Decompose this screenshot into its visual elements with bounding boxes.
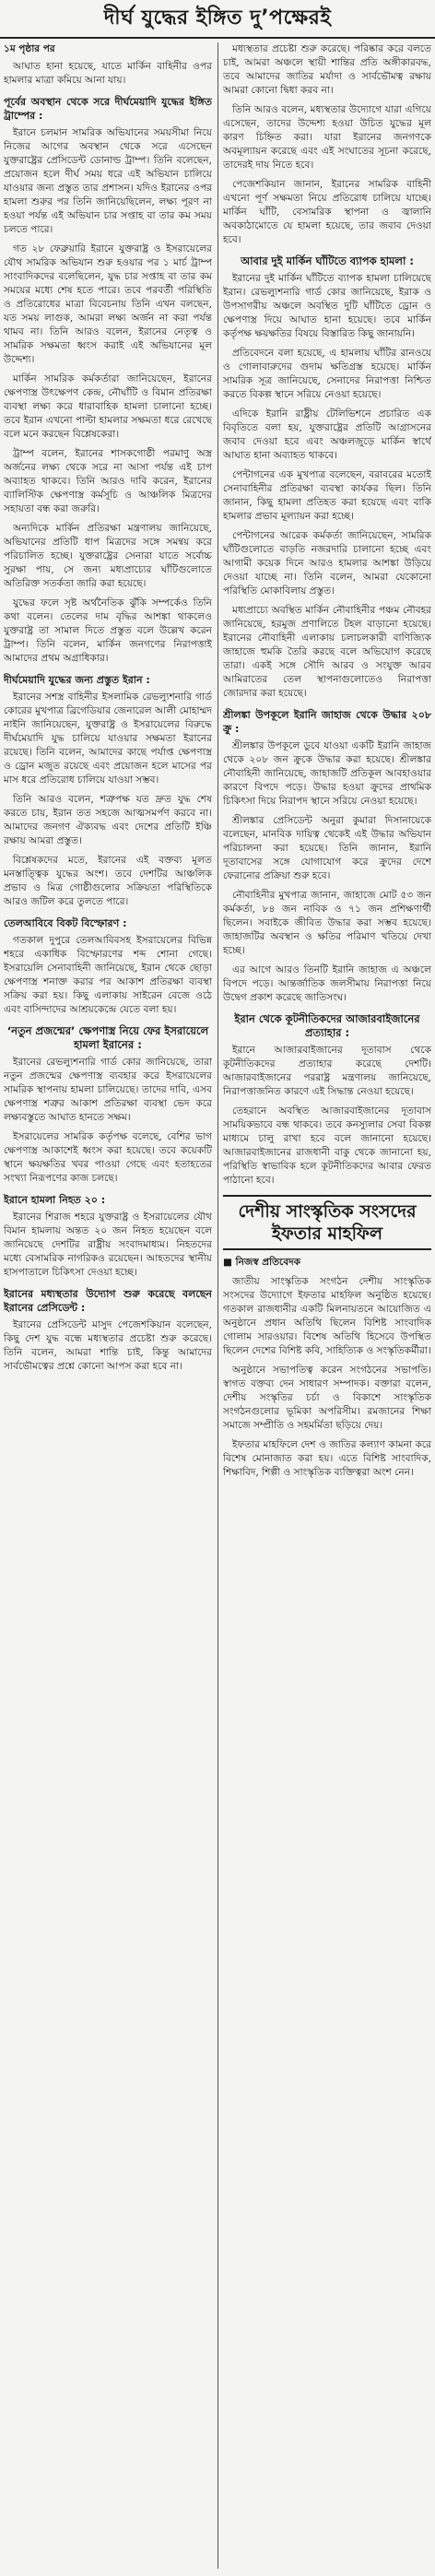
subheading: ইরান থেকে কূটনীতিকদের আজারবাইজানের প্রত্যাহার : [234,1012,420,1039]
article-paragraph: অনুষ্ঠানে সভাপতিত্ব করেন সংগঠনের সভাপতি। স্বাগত বক্তব্য দেন সাধারণ সম্পাদক। বক্তারা বলেন, দেশীয় সংস্কৃতির চর্চা ও বিকাশে সাংস্কৃতিক সংগঠনগুলোর ভূমিকা অপরিসীম। রমজানের শিক্ষা সমাজে সম্প্রীতি ও সহমর্মিতা ছড়িয়ে দেয়। [223,1365,431,1431]
article-paragraph: পেন্টাগনের আরেক কর্মকর্তা জানিয়েছেন, সামরিক ঘাঁটিগুলোতে বাড়তি নজরদারি চালানো হচ্ছে এবং আগামী কয়েক দিনে আরও হামলার আশঙ্কা উড়িয়ে দেওয়া যাচ্ছে না। তিনি বলেন, আমরা যেকোনো পরিস্থিতি মোকাবিলায় প্রস্তুত। [223,530,431,597]
article-paragraph: এদিকে ইরানি রাষ্ট্রীয় টেলিভিশনে প্রচারিত এক বিবৃতিতে বলা হয়, যুক্তরাষ্ট্রের প্রতিটি আগ্রাসনের জবাব দেওয়া হবে এবং অঞ্চলজুড়ে মার্কিন স্বার্থে আঘাত হানা অব্যাহত থাকবে। [223,408,431,461]
article-paragraph: ইরানের রেভল্যুশনারি গার্ড কোর জানিয়েছে, তারা নতুন প্রজন্মের ক্ষেপণাস্ত্র ব্যবহার করে ইসরায়েলের সামরিক স্থাপনায় হামলা চালিয়েছে। তাদের দাবি, এসব ক্ষেপণাস্ত্র শত্রুর আকাশ প্রতিরক্ষা ব্যবস্থা ভেদ করে লক্ষ্যবস্তুতে আঘাত হানতে সক্ষম। [4,1057,212,1123]
subheading: আবার দুই মার্কিন ঘাঁটিতে ব্যাপক হামলা : [241,254,414,267]
article-paragraph: ইসরায়েলের সামরিক কর্তৃপক্ষ বলেছে, বেশির ভাগ ক্ষেপণাস্ত্র আকাশেই ধ্বংস করা হয়েছে। তবে কয়েকটি স্থানে ক্ষয়ক্ষতির খবর পাওয়া গেছে এবং হতাহতের সংখ্যা নিরূপণের কাজ চলছে। [4,1131,212,1184]
box-headline: দেশীয় সাংস্কৃতিক সংসদের ইফতার মাহফিল [223,1195,431,1250]
article-paragraph: নৌবাহিনীর মুখপাত্র জানান, জাহাজে মোট ৫৩ জন কর্মকর্তা, ৮৪ জন নাবিক ও ৭১ জন প্রশিক্ষণার্থী ছিলেন। সবাইকে জীবিত উদ্ধার করা সম্ভব হয়েছে। জাহাজটির অবস্থান ও ক্ষতির পরিমাণ খতিয়ে দেখা হচ্ছে। [223,890,431,956]
article-paragraph: বিশ্লেষকদের মতে, ইরানের এই বক্তব্য মূলত মনস্তাত্ত্বিক যুদ্ধের অংশ। তবে দেশটির আঞ্চলিক প্রভাব ও মিত্র গোষ্ঠীগুলোর সক্রিয়তা পরিস্থিতিকে আরও জটিল করে তুলতে পারে। [4,855,212,907]
article-paragraph: তেহরানে অবস্থিত আজারবাইজানের দূতাবাস সাময়িকভাবে বন্ধ থাকবে। তবে কনস্যুলার সেবা বিকল্প মাধ্যমে চালু রাখা হবে বলে জানানো হয়েছে। আজারবাইজানের রাজধানী বাকু থেকে জানানো হয়, পরিস্থিতি স্বাভাবিক হলে কূটনীতিকদের আবার ফেরত পাঠানো হবে। [223,1105,431,1186]
article-paragraph: ইরানের সশস্ত্র বাহিনীর ইসলামিক রেভল্যুশনারি গার্ড কোরের মুখপাত্র ব্রিগেডিয়ার জেনারেল আলী মোহাম্মদ নাইনি জানিয়েছেন, যুক্তরাষ্ট্র ও ইসরায়েলের বিরুদ্ধে দীর্ঘমেয়াদি যুদ্ধ চালিয়ে যাওয়ার সক্ষমতা ইরানের রয়েছে। তিনি বলেন, আমাদের কাছে পর্যাপ্ত ক্ষেপণাস্ত্র ও ড্রোন মজুত রয়েছে এবং প্রয়োজন হলে মাসের পর মাস ধরে প্রতিরোধ চালিয়ে যাওয়া সম্ভব। [4,691,212,786]
left-column [4,42,212,2569]
article-paragraph: ইরানের শিরাজ শহরে যুক্তরাষ্ট্র ও ইসরায়েলের যৌথ বিমান হামলায় অন্তত ২০ জন নিহত হয়েছেন বলে জানিয়েছে দেশটির রাষ্ট্রীয় সংবাদমাধ্যম। নিহতদের মধ্যে বেসামরিক নাগরিকও রয়েছেন। আহতদের স্থানীয় হাসপাতালে চিকিৎসা দেওয়া হচ্ছে। [4,1211,212,1278]
article-paragraph: ইফতার মাহফিলে দেশ ও জাতির কল্যাণ কামনা করে বিশেষ মোনাজাত করা হয়। এতে বিশিষ্ট সাংবাদিক, শিক্ষাবিদ, শিল্পী ও সাংস্কৃতিক ব্যক্তিত্বরা অংশ নেন। [223,1439,431,1478]
article-paragraph: আঘাত হানা হয়েছে, যাতে মার্কিন বাহিনীর ওপর হামলার মাত্রা কমিয়ে আনা যায়। [4,61,212,86]
article-paragraph: ইরানে আজারবাইজানের দূতাবাস থেকে কূটনীতিকদের প্রত্যাহার করেছে দেশটি। আজারবাইজানের পররাষ্ট্র মন্ত্রণালয় জানিয়েছে, নিরাপত্তাজনিত কারণে এই সিদ্ধান্ত নেওয়া হয়েছে। [223,1045,431,1097]
article-paragraph: মধ্যপ্রাচ্যে অবস্থিত মার্কিন নৌবাহিনীর পঞ্চম নৌবহর জানিয়েছে, হরমুজ প্রণালিতে টহল বাড়ানো হয়েছে। ইরানের নৌবাহিনী এলাকায় চলাচলকারী বাণিজ্যিক জাহাজে হুমকি তৈরি করছে বলে অভিযোগ করেছে তারা। একই সঙ্গে সৌদি আরব ও সংযুক্ত আরব আমিরাতের তেল স্থাপনাগুলোতেও নিরাপত্তা জোরদার করা হয়েছে। [223,605,431,699]
continued-label: ১ম পৃষ্ঠার পর [4,43,55,54]
article-paragraph: যুদ্ধের ফলে সৃষ্ট অর্থনৈতিক ঝুঁকি সম্পর্কেও তিনি কথা বলেন। তেলের দাম বৃদ্ধির আশঙ্কা থাকলেও যুক্তরাষ্ট্র তা সামাল দিতে প্রস্তুত বলে উল্লেখ করেন ট্রাম্প। তিনি বলেন, মার্কিন জনগণের নিরাপত্তাই আমাদের প্রথম অগ্রাধিকার। [4,597,212,664]
subheading: তেলআবিবে বিকট বিস্ফোরণ : [4,917,127,929]
article-paragraph: ইরানের দুই মার্কিন ঘাঁটিতে ব্যাপক হামলা চালিয়েছে ইরান। রেভল্যুশনারি গার্ড কোর জানিয়েছে, ইরাক ও উপসাগরীয় অঞ্চলে অবস্থিত দুটি ঘাঁটিতে ড্রোন ও ক্ষেপণাস্ত্র দিয়ে আঘাত হানা হয়েছে। তবে মার্কিন কর্তৃপক্ষ ক্ষয়ক্ষতির বিষয়ে বিস্তারিত কিছু জানায়নি। [223,273,431,339]
page-title: দীর্ঘ যুদ্ধের ইঙ্গিত দু’পক্ষেরই [103,6,332,30]
article-paragraph: পেন্টাগনের এক মুখপাত্র বলেছেন, বরাবরের মতোই সেনাবাহিনীর প্রতিরক্ষা ব্যবস্থা কার্যকর ছিল। তিনি জানান, কিছু হামলা প্রতিহত করা হয়েছে এবং বাকি হামলার প্রভাব মূল্যায়ন করা হচ্ছে। [223,469,431,522]
article-paragraph: ইরানে চলমান সামরিক অভিযানের সময়সীমা নিয়ে নিজের আগের অবস্থান থেকে সরে এসেছেন যুক্তরাষ্ট্রের প্রেসিডেন্ট ডোনাল্ড ট্রাম্প। তিনি বলেছেন, প্রয়োজন হলে দীর্ঘ সময় ধরে এই অভিযান চালিয়ে যাওয়ার জন্য প্রস্তুত তার প্রশাসন। যদিও ইরানের ওপর হামলা শুরুর পর তিনি জানিয়েছিলেন, লক্ষ্য পূরণ না হওয়া পর্যন্ত এই অভিযান চার সপ্তাহ বা তার কম সময় চলতে পারে। [4,127,212,235]
article-paragraph: গত ২৮ ফেব্রুয়ারি ইরানে যুক্তরাষ্ট্র ও ইসরায়েলের যৌথ সামরিক অভিযান শুরু হওয়ার পর ১ মার্চ ট্রাম্প সাংবাদিকদের বলেছিলেন, যুদ্ধ চার সপ্তাহ বা তার কম সময়ের মধ্যে শেষ হতে পারে। তবে পরবর্তী পরিস্থিতি ও প্রতিরোধের মাত্রা বিবেচনায় তিনি এখন বলছেন, যত সময় লাগুক, আমরা লক্ষ্য অর্জন না করা পর্যন্ত থামব না। তিনি আরও বলেন, ইরানের নেতৃত্ব ও সামরিক সক্ষমতা ধ্বংস করাই এই অভিযানের মূল উদ্দেশ্য। [4,243,212,365]
byline: ■ নিজস্ব প্রতিবেদক [223,1257,300,1268]
headline-bar [0,0,435,39]
subheading: ‘নতুন প্রজন্মের’ ক্ষেপণাস্ত্র নিয়ে ফের ইসরায়েলে হামলা ইরানের : [6,1024,209,1051]
article-paragraph: মধ্যস্থতার প্রচেষ্টা শুরু করেছে। পরিষ্কার করে বলতে চাই, আমরা অঞ্চলে স্থায়ী শান্তির প্রতি অঙ্গীকারবদ্ধ, তবে আমাদের জাতির মর্যাদা ও সার্বভৌমত্ব রক্ষায় আমরা কোনো দ্বিধা করব না। [223,43,431,96]
subheading: ইরানে হামলা নিহত ২০ : [4,1194,106,1206]
article-paragraph: এর আগে আরও তিনটি ইরানি জাহাজ এ অঞ্চলে বিপদে পড়ে। আন্তর্জাতিক জলসীমায় নিরাপত্তা নিয়ে উদ্বেগ প্রকাশ করেছে জাতিসংঘ। [223,964,431,1003]
article-paragraph: গতকাল দুপুরে তেলআবিবসহ ইসরায়েলের বিভিন্ন শহরে একাধিক বিস্ফোরণের শব্দ শোনা গেছে। ইসরায়েলি সেনাবাহিনী জানিয়েছে, ইরান থেকে ছোড়া ক্ষেপণাস্ত্র শনাক্ত করার পর আকাশ প্রতিরক্ষা ব্যবস্থা সক্রিয় করা হয়। কিছু এলাকায় সাইরেন বেজে ওঠে এবং বাসিন্দাদের আশ্রয়কেন্দ্রে যেতে বলা হয়। [4,935,212,1015]
subheading: শ্রীলঙ্কা উপকূলে ইরানি জাহাজ থেকে উদ্ধার ২০৮ ক্রু : [223,709,431,735]
subheading: দীর্ঘমেয়াদি যুদ্ধের জন্য প্রস্তুত ইরান : [4,674,150,686]
article-paragraph: মার্কিন সামরিক কর্মকর্তারা জানিয়েছেন, ইরানের ক্ষেপণাস্ত্র উৎক্ষেপণ কেন্দ্র, নৌঘাঁটি ও বিমান প্রতিরক্ষা ব্যবস্থা লক্ষ্য করে ধারাবাহিক হামলা চালানো হচ্ছে। তবে ইরান এখনো পাল্টা হামলার সক্ষমতা ধরে রেখেছে বলে মনে করছেন বিশ্লেষকেরা। [4,373,212,440]
article-paragraph: শ্রীলঙ্কার প্রেসিডেন্ট অনুরা কুমারা দিসানায়েকে বলেছেন, মানবিক দায়িত্ব থেকেই এই উদ্ধার অভিযান পরিচালনা করা হয়েছে। তিনি জানান, ইরানি দূতাবাসের সঙ্গে যোগাযোগ করে ক্রুদের দেশে ফেরানোর প্রক্রিয়া শুরু হবে। [223,815,431,881]
subheading: ইরানের মধ্যস্থতার উদ্যোগ শুরু করেছে বলছেন ইরানের প্রেসিডেন্ট : [4,1288,212,1314]
article-paragraph: ইরানের প্রেসিডেন্ট মাসুদ পেজেশকিয়ান বলেছেন, কিছু দেশ যুদ্ধ বন্ধে মধ্যস্থতার প্রচেষ্টা শুরু করেছে। তিনি বলেন, আমরা শান্তি চাই, কিন্তু আমাদের সার্বভৌমত্বের প্রশ্নে কোনো আপস করা হবে না। [4,1319,212,1372]
article-paragraph: ট্রাম্প বলেন, ইরানের শাসকগোষ্ঠী পরমাণু অস্ত্র অর্জনের লক্ষ্য থেকে সরে না আসা পর্যন্ত এই চাপ অব্যাহত থাকবে। তিনি আরও দাবি করেন, ইরানের ব্যালিস্টিক ক্ষেপণাস্ত্র কর্মসূচি ও আঞ্চলিক মিত্রদের সহায়তা বন্ধ করা জরুরি। [4,448,212,514]
subheading: পূর্বের অবস্থান থেকে সরে দীর্ঘমেয়াদি যুদ্ধের ইঙ্গিত ট্রাম্পের : [4,96,212,122]
article-paragraph: তিনি আরও বলেন, শত্রুপক্ষ যত দ্রুত যুদ্ধ শেষ করতে চায়, ইরান তত সহজে আত্মসমর্পণ করবে না। আমাদের জনগণ ঐক্যবদ্ধ এবং দেশের প্রতিটি ইঞ্চি রক্ষায় আমরা প্রস্তুত। [4,794,212,846]
article-paragraph: তিনি আরও বলেন, মধ্যস্থতার উদ্যোগে যারা এগিয়ে এসেছেন, তাদের উদ্দেশ্য হওয়া উচিত যুদ্ধের মূল কারণ চিহ্নিত করা। যারা ইরানের জনগণকে অবমূল্যায়ন করেছে এবং এই সংঘাতের সূচনা করেছে, তাদেরই দায় নিতে হবে। [223,104,431,171]
article-paragraph: শ্রীলঙ্কার উপকূলে ডুবে যাওয়া একটি ইরানি জাহাজ থেকে ২০৮ জন ক্রুকে উদ্ধার করা হয়েছে। শ্রীলঙ্কার নৌবাহিনী জানিয়েছে, জাহাজটি প্রতিকূল আবহাওয়ার কারণে বিপদে পড়ে। উদ্ধার হওয়া ক্রুদের প্রাথমিক চিকিৎসা দিয়ে নিরাপদ স্থানে সরিয়ে নেওয়া হয়েছে। [223,740,431,807]
article-paragraph: পেজেশকিয়ান জানান, ইরানের সামরিক বাহিনী এখনো পূর্ণ সক্ষমতা নিয়ে প্রতিরোধ চালিয়ে যাচ্ছে। মার্কিন ঘাঁটি, বেসামরিক স্থাপনা ও জ্বালানি অবকাঠামোতে যে হামলা হয়েছে, তার জবাব দেওয়া হবে। [223,179,431,245]
article-paragraph: প্রতিবেদনে বলা হয়েছে, এ হামলায় ঘাঁটির রানওয়ে ও গোলাবারুদের গুদাম ক্ষতিগ্রস্ত হয়েছে। মার্কিন সামরিক সূত্র জানিয়েছে, সেনাদের নিরাপত্তা নিশ্চিত করতে বিকল্প স্থানে সরিয়ে নেওয়া হয়েছে। [223,348,431,400]
right-column [223,42,431,2569]
article-paragraph: অন্যদিকে মার্কিন প্রতিরক্ষা মন্ত্রণালয় জানিয়েছে, অভিযানের প্রতিটি ধাপ মিত্রদের সঙ্গে সমন্বয় করে পরিচালিত হচ্ছে। যুক্তরাষ্ট্রের সেনারা যাতে সর্বোচ্চ সুরক্ষা পায়, সে জন্য মধ্যপ্রাচ্যের ঘাঁটিগুলোতে অতিরিক্ত সতর্কতা জারি করা হয়েছে। [4,523,212,589]
article-paragraph: জাতীয় সাংস্কৃতিক সংগঠন দেশীয় সাংস্কৃতিক সংসদের উদ্যোগে ইফতার মাহফিল অনুষ্ঠিত হয়েছে। গতকাল রাজধানীর একটি মিলনায়তনে আয়োজিত এ অনুষ্ঠানে প্রধান অতিথি ছিলেন বিশিষ্ট সাংবাদিক গোলাম সারওয়ার। বিশেষ অতিথি হিসেবে উপস্থিত ছিলেন দেশের বিশিষ্ট কবি, সাহিত্যিক ও সংস্কৃতিকর্মীরা। [223,1276,431,1356]
